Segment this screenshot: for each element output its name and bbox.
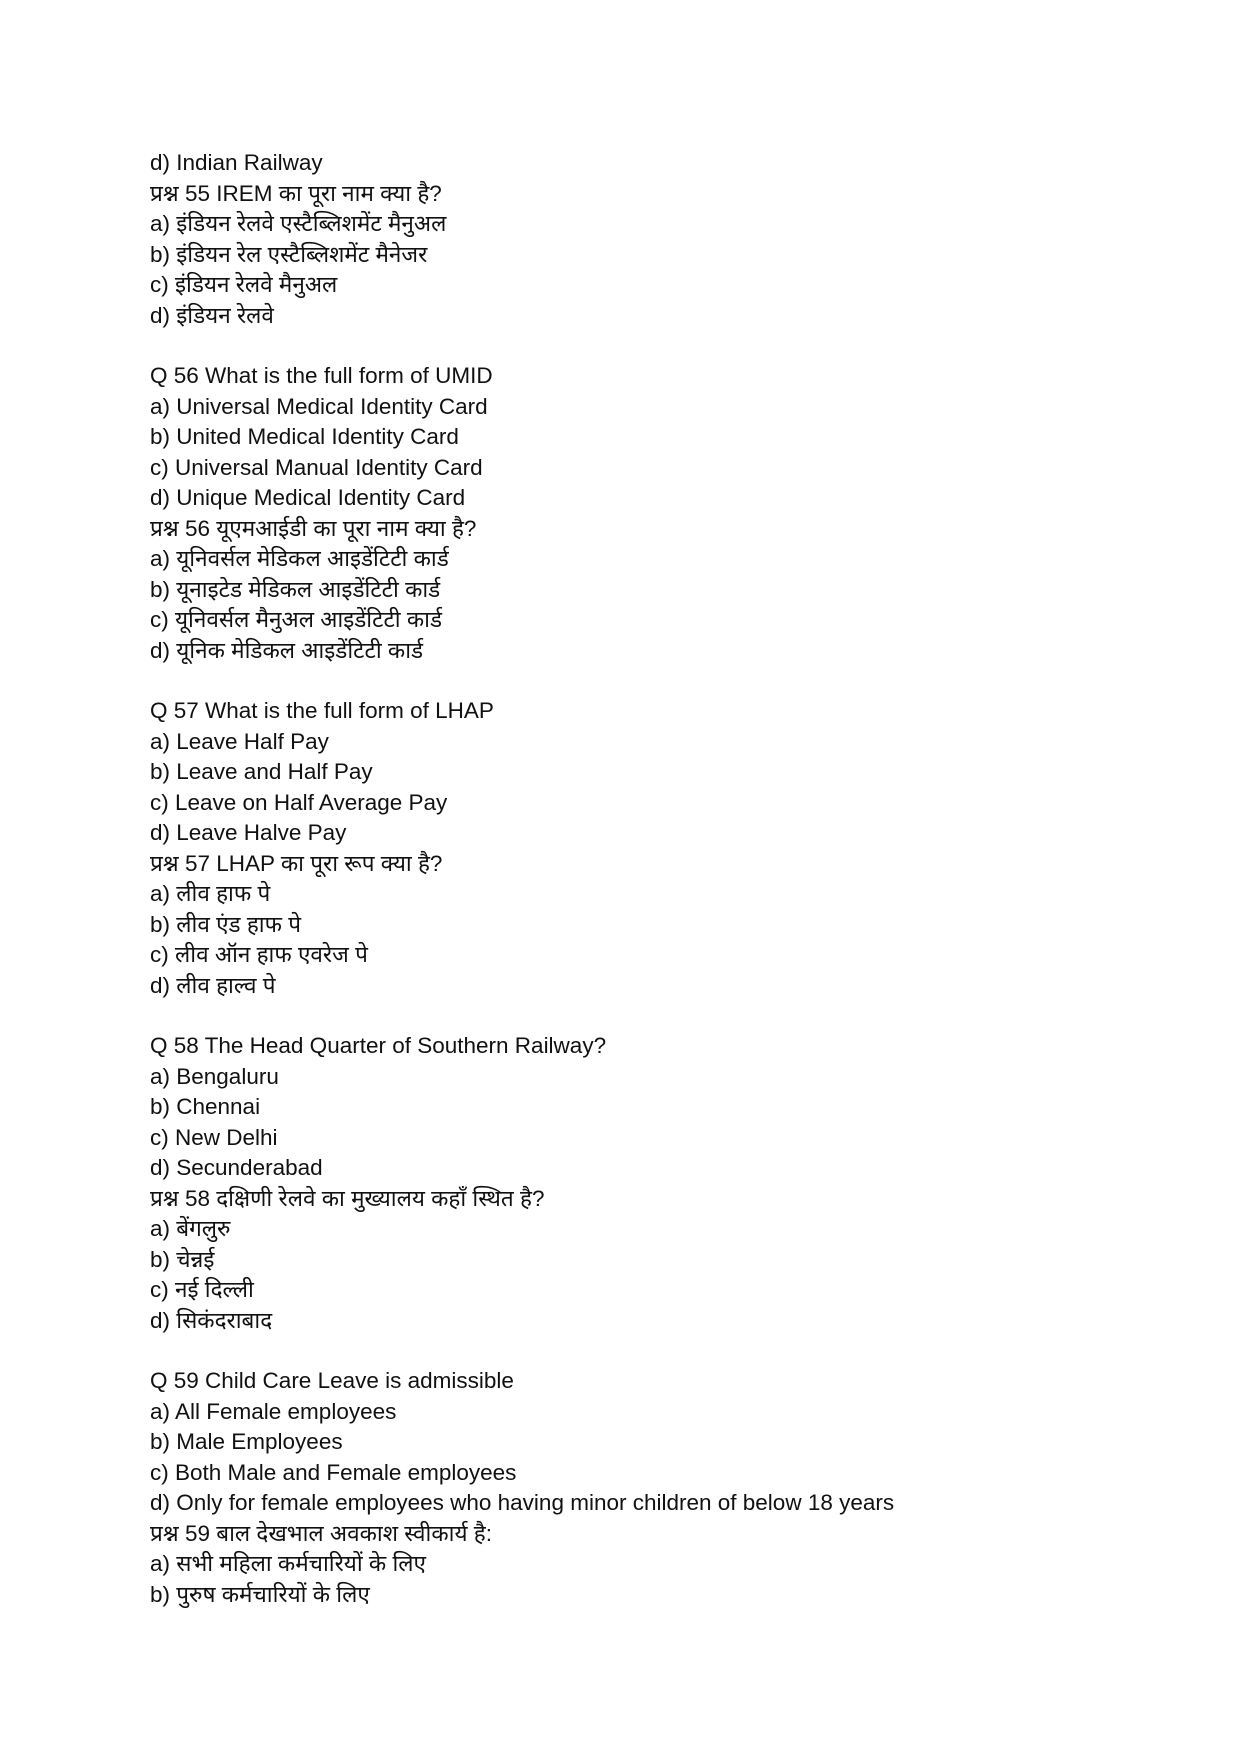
option-d: d) Only for female employees who having minor children of below 18 years [150, 1490, 895, 1515]
option-b: b) Chennai [150, 1094, 261, 1119]
question-english: Q 59 Child Care Leave is admissible [150, 1368, 514, 1393]
option-c: c) लीव ऑन हाफ एवरेज पे [150, 942, 368, 967]
option-c: c) Leave on Half Average Pay [150, 789, 448, 815]
question-hindi: प्रश्न 56 यूएमआईडी का पूरा नाम क्या है? [150, 515, 477, 541]
option-b: b) लीव एंड हाफ पे [150, 911, 301, 937]
question-english: Q 58 The Head Quarter of Southern Railway? [150, 1033, 607, 1058]
option-c: c) New Delhi [150, 1124, 278, 1150]
question-english: Q 57 What is the full form of LHAP [150, 698, 494, 723]
option-d: d) Indian Railway [150, 150, 323, 175]
option-b: b) United Medical Identity Card [150, 424, 459, 449]
option-b: b) Male Employees [150, 1429, 343, 1454]
q59-block [150, 1366, 894, 1610]
option-a: a) यूनिवर्सल मेडिकल आइडेंटिटी कार्ड [150, 546, 449, 571]
q58-block [150, 1031, 894, 1336]
option-d: d) सिकंदराबाद [150, 1307, 273, 1333]
option-b: b) चेन्नई [150, 1246, 215, 1272]
option-c: c) Both Male and Female employees [150, 1459, 517, 1485]
option-a: a) Leave Half Pay [150, 728, 329, 754]
option-c: c) Universal Manual Identity Card [150, 454, 483, 480]
option-d: d) Leave Halve Pay [150, 820, 347, 845]
q55-tail-block [150, 148, 894, 331]
option-d: d) इंडियन रेलवे [150, 302, 274, 328]
question-hindi: प्रश्न 59 बाल देखभाल अवकाश स्वीकार्य है: [150, 1520, 492, 1546]
option-c: c) नई दिल्ली [150, 1277, 254, 1302]
option-a: a) Bengaluru [150, 1063, 279, 1089]
document-page [150, 148, 894, 1610]
q57-block [150, 696, 894, 1001]
question-english: Q 56 What is the full form of UMID [150, 363, 493, 388]
option-b: b) Leave and Half Pay [150, 759, 373, 784]
question-hindi: प्रश्न 58 दक्षिणी रेलवे का मुख्यालय कहाँ स्थित है? [150, 1185, 545, 1211]
q56-block [150, 361, 894, 666]
question-hindi: प्रश्न 57 LHAP का पूरा रूप क्या है? [150, 850, 443, 876]
option-c: c) इंडियन रेलवे मैनुअल [150, 272, 338, 297]
option-b: b) इंडियन रेल एस्टैब्लिशमेंट मैनेजर [150, 241, 428, 267]
option-a: a) लीव हाफ पे [150, 881, 271, 906]
option-a: a) सभी महिला कर्मचारियों के लिए [150, 1551, 426, 1576]
option-b: b) यूनाइटेड मेडिकल आइडेंटिटी कार्ड [150, 576, 441, 602]
question-hindi: प्रश्न 55 IREM का पूरा नाम क्या है? [150, 180, 442, 206]
option-a: a) All Female employees [150, 1398, 397, 1424]
option-a: a) बेंगलुरु [150, 1216, 231, 1241]
option-a: a) Universal Medical Identity Card [150, 393, 488, 419]
option-d: d) यूनिक मेडिकल आइडेंटिटी कार्ड [150, 637, 424, 663]
option-d: d) Unique Medical Identity Card [150, 485, 466, 510]
option-b: b) पुरुष कर्मचारियों के लिए [150, 1581, 370, 1607]
option-a: a) इंडियन रेलवे एस्टैब्लिशमेंट मैनुअल [150, 211, 447, 236]
option-d: d) Secunderabad [150, 1155, 323, 1180]
option-d: d) लीव हाल्व पे [150, 972, 276, 998]
option-c: c) यूनिवर्सल मैनुअल आइडेंटिटी कार्ड [150, 607, 443, 632]
